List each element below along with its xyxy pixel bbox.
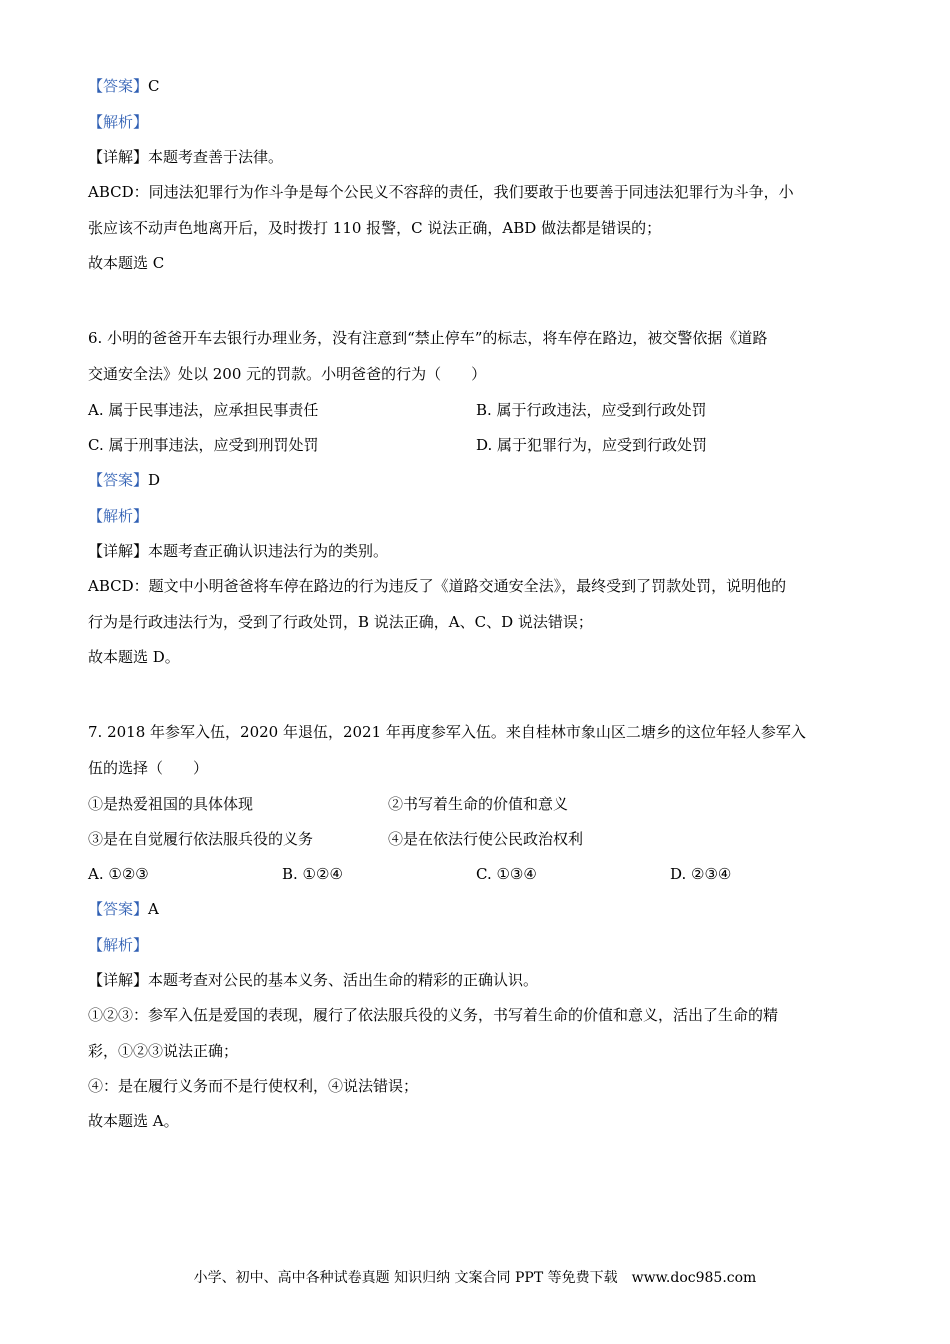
- q7-analysis-line: [88, 935, 148, 955]
- q6-explanation-1: ABCD：题文中小明爸爸将车停在路边的行为违反了《道路交通安全法》，最终受到了罚款处罚，说明他的: [88, 577, 787, 595]
- q7-statement-1: ①是热爱祖国的具体体现: [88, 795, 254, 813]
- q6-option-d: D. 属于犯罪行为，应受到行政处罚: [476, 436, 708, 454]
- q7-stem-1: 7. 2018 年参军入伍，2020 年退伍，2021 年再度参军入伍。来自桂林市象山区二塘乡的这位年轻人参军入: [88, 723, 806, 741]
- detail-text: 本题考查善于法律。: [148, 148, 284, 166]
- q5-conclusion: 故本题选 C: [88, 254, 165, 272]
- analysis-tag: 【解析】: [88, 507, 149, 525]
- q7-option-a: A. ①②③: [88, 865, 149, 883]
- answer-tag: 【答案】: [88, 77, 149, 95]
- detail-tag: 【详解】: [88, 971, 149, 989]
- q6-stem-1: 6. 小明的爸爸开车去银行办理业务，没有注意到“禁止停车”的标志，将车停在路边，被交警依据《道路: [88, 329, 768, 347]
- q7-statement-4: ④是在依法行使公民政治权利: [388, 830, 584, 848]
- q6-option-b: B. 属于行政违法，应受到行政处罚: [476, 401, 707, 419]
- answer-value: C: [148, 77, 160, 95]
- q7-conclusion: 故本题选 A。: [88, 1112, 179, 1130]
- q5-detail-line: [88, 147, 283, 167]
- q7-statement-2: ②书写着生命的价值和意义: [388, 795, 569, 813]
- q7-answer-line: [88, 899, 159, 919]
- analysis-tag: 【解析】: [88, 113, 149, 131]
- analysis-tag: 【解析】: [88, 936, 149, 954]
- q5-explanation-1: ABCD：同违法犯罪行为作斗争是每个公民义不容辞的责任，我们要敢于也要善于同违法犯罪行为斗争，小: [88, 183, 794, 201]
- answer-tag: 【答案】: [88, 900, 149, 918]
- q6-option-c: C. 属于刑事违法，应受到刑罚处罚: [88, 436, 319, 454]
- q6-stem-2: 交通安全法》处以 200 元的罚款。小明爸爸的行为（ ）: [88, 365, 487, 383]
- q7-option-b: B. ①②④: [282, 865, 343, 883]
- q7-option-c: C. ①③④: [476, 865, 537, 883]
- q7-explanation-3: ④：是在履行义务而不是行使权利，④说法错误；: [88, 1077, 419, 1095]
- q7-option-d: D. ②③④: [670, 865, 732, 883]
- answer-value: A: [148, 900, 159, 918]
- q6-conclusion: 故本题选 D。: [88, 648, 180, 666]
- q6-answer-line: [88, 470, 160, 490]
- q7-statement-3: ③是在自觉履行依法服兵役的义务: [88, 830, 314, 848]
- q6-option-a: A. 属于民事违法，应承担民事责任: [88, 401, 319, 419]
- detail-tag: 【详解】: [88, 148, 149, 166]
- q5-analysis-line: [88, 112, 148, 132]
- page-footer: 小学、初中、高中各种试卷真题 知识归纳 文案合同 PPT 等免费下载 www.doc985.com: [193, 1270, 757, 1286]
- q7-explanation-1: ①②③：参军入伍是爱国的表现，履行了依法服兵役的义务，书写着生命的价值和意义，活出了生命的精: [88, 1006, 779, 1024]
- detail-tag: 【详解】: [88, 542, 149, 560]
- q6-explanation-2: 行为是行政违法行为，受到了行政处罚，B 说法正确，A、C、D 说法错误；: [88, 613, 593, 631]
- q7-detail-line: [88, 970, 538, 990]
- q6-detail-line: [88, 541, 388, 561]
- detail-text: 本题考查对公民的基本义务、活出生命的精彩的正确认识。: [148, 971, 539, 989]
- q5-explanation-2: 张应该不动声色地离开后，及时拨打 110 报警，C 说法正确，ABD 做法都是错误的；: [88, 219, 662, 237]
- answer-value: D: [148, 471, 161, 489]
- q6-analysis-line: [88, 506, 148, 526]
- q7-explanation-2: 彩，①②③说法正确；: [88, 1042, 239, 1060]
- detail-text: 本题考查正确认识违法行为的类别。: [148, 542, 389, 560]
- q7-stem-2: 伍的选择（ ）: [88, 759, 209, 777]
- answer-tag: 【答案】: [88, 471, 149, 489]
- q5-answer-line: [88, 76, 160, 96]
